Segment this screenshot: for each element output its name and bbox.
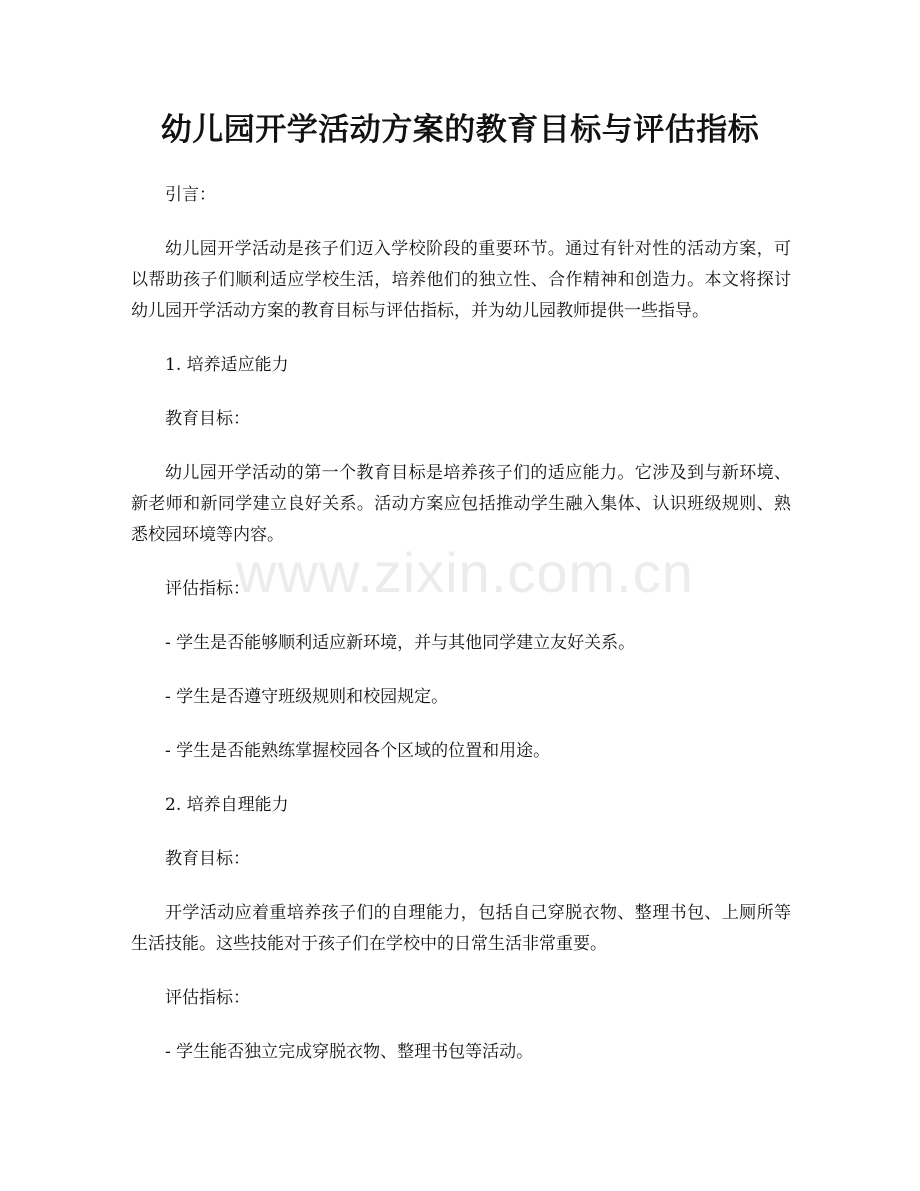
- document-title: 幼儿园开学活动方案的教育目标与评估指标: [160, 112, 760, 148]
- intro-paragraph: 幼儿园开学活动是孩子们迈入学校阶段的重要环节。通过有针对性的活动方案，可以帮助孩子们顺利适应学校生活，培养他们的独立性、合作精神和创造力。本文将探讨幼儿园开学活动方案的教育目标与评估指标，并为幼儿园教师提供一些指导。: [131, 239, 791, 321]
- intro-heading: 引言：: [165, 185, 216, 205]
- section-1-eval-label: 评估指标：: [165, 579, 250, 599]
- section-2-goal-paragraph: 开学活动应着重培养孩子们的自理能力，包括自己穿脱衣物、整理书包、上厕所等生活技能。这些技能对于孩子们在学校中的日常生活非常重要。: [131, 903, 791, 954]
- section-2-eval-item: - 学生能否独立完成穿脱衣物、整理书包等活动。: [165, 1042, 534, 1062]
- section-1-heading: 1. 培养适应能力: [165, 355, 289, 375]
- section-1-eval-item: - 学生是否能熟练掌握校园各个区域的位置和用途。: [165, 741, 551, 761]
- document-body: [131, 180, 791, 1091]
- section-2-goal-label: 教育目标：: [165, 849, 250, 869]
- section-2-eval-label: 评估指标：: [165, 988, 250, 1008]
- watermark: www.zixin.com.cn: [236, 541, 694, 604]
- section-1-eval-item: - 学生是否遵守班级规则和校园规定。: [165, 687, 449, 707]
- section-1-eval-item: - 学生是否能够顺利适应新环境，并与其他同学建立友好关系。: [165, 633, 636, 653]
- section-1-goal-paragraph: 幼儿园开学活动的第一个教育目标是培养孩子们的适应能力。它涉及到与新环境、新老师和新同学建立良好关系。活动方案应包括推动学生融入集体、认识班级规则、熟悉校园环境等内容。: [131, 463, 791, 545]
- section-1-goal-label: 教育目标：: [165, 409, 250, 429]
- section-2-heading: 2. 培养自理能力: [165, 795, 289, 815]
